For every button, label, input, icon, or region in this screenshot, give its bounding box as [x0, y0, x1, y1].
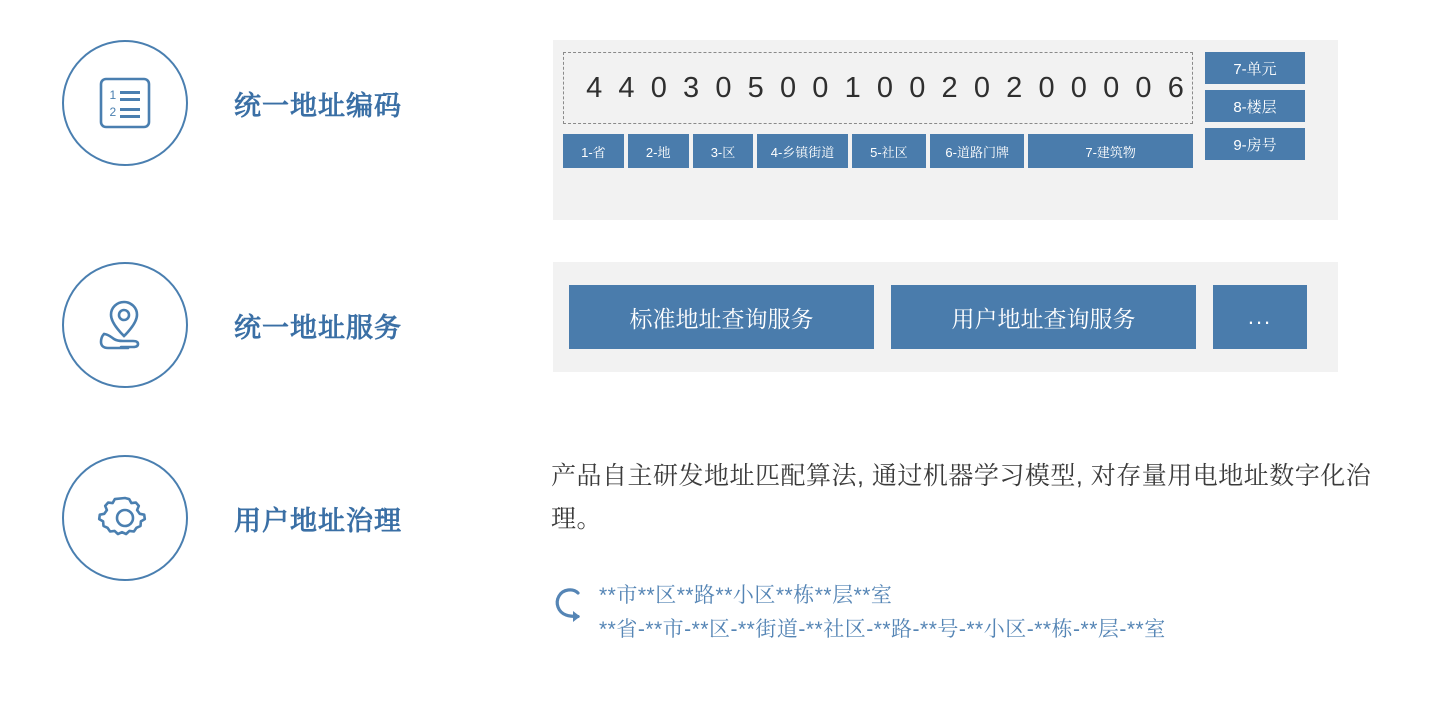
governance-description: 产品自主研发地址匹配算法, 通过机器学习模型, 对存量用电地址数字化治理。 [551, 462, 1372, 533]
address-code-digit: 0 [715, 71, 732, 104]
address-code-digit: 5 [747, 71, 764, 104]
address-code-segment: 5-社区 [852, 134, 927, 168]
address-code-digit: 0 [650, 71, 667, 104]
address-code-digit: 0 [876, 71, 894, 104]
section-address-service [0, 262, 1441, 390]
service-button[interactable]: 标准地址查询服务 [569, 285, 874, 349]
address-code-digit: 0 [1135, 71, 1152, 104]
example-input-line: **市**区**路**小区**栋**层**室 [599, 584, 893, 607]
svg-text:1: 1 [109, 88, 117, 102]
address-code-segment: 1-省 [563, 134, 624, 168]
section-label-2: 统一地址服务 [234, 312, 402, 343]
address-code-digit: 0 [812, 71, 829, 104]
address-code-side-box: 9-房号 [1205, 128, 1305, 160]
address-code-digits [563, 52, 1193, 124]
service-panel [553, 262, 1338, 372]
service-button[interactable]: ... [1213, 285, 1307, 349]
section-label-block-1 [62, 40, 482, 166]
address-code-digit: 0 [909, 71, 926, 104]
address-code-segment: 6-道路门牌 [930, 134, 1024, 168]
address-code-segment: 3-区 [693, 134, 754, 168]
address-code-digit: 6 [1167, 71, 1184, 104]
curved-arrow-icon [551, 585, 589, 631]
location-hand-icon [62, 262, 188, 388]
address-code-digit: 4 [586, 71, 603, 104]
address-code-digit: 2 [1006, 71, 1023, 104]
address-code-digit: 0 [1038, 71, 1055, 104]
section-address-governance [0, 455, 1441, 685]
address-code-digit: 1 [844, 71, 861, 104]
address-code-side-box: 8-楼层 [1205, 90, 1305, 122]
address-code-digit: 0 [1103, 71, 1120, 104]
section-label-1: 统一地址编码 [234, 90, 402, 121]
section-label-block-3 [62, 455, 482, 581]
address-code-side-boxes [1205, 52, 1305, 160]
governance-example [551, 579, 1411, 646]
address-code-digit: 4 [618, 71, 635, 104]
section-label-block-2 [62, 262, 482, 388]
section-address-code [0, 40, 1441, 220]
address-code-panel [553, 40, 1338, 220]
id-card-icon [62, 40, 188, 166]
svg-text:2: 2 [109, 105, 117, 119]
governance-description-block [551, 455, 1411, 646]
example-output-line: **省-**市-**区-**街道-**社区-**路-**号-**小区-**栋-**层-**室 [599, 617, 1166, 641]
address-code-segment: 4-乡镇街道 [757, 134, 847, 168]
address-code-digit: 2 [941, 71, 958, 104]
gear-icon [62, 455, 188, 581]
address-code-segment: 2-地 [628, 134, 689, 168]
address-code-digit: 3 [683, 71, 700, 104]
address-code-digit: 0 [1070, 71, 1087, 104]
address-code-digit: 0 [973, 71, 990, 104]
address-code-segment: 7-建筑物 [1028, 134, 1193, 168]
section-label-3: 用户地址治理 [234, 505, 402, 536]
address-code-digit: 0 [779, 71, 797, 104]
address-code-segments [563, 134, 1193, 168]
address-code-side-box: 7-单元 [1205, 52, 1305, 84]
service-button[interactable]: 用户地址查询服务 [891, 285, 1196, 349]
service-button-group [569, 285, 1307, 349]
